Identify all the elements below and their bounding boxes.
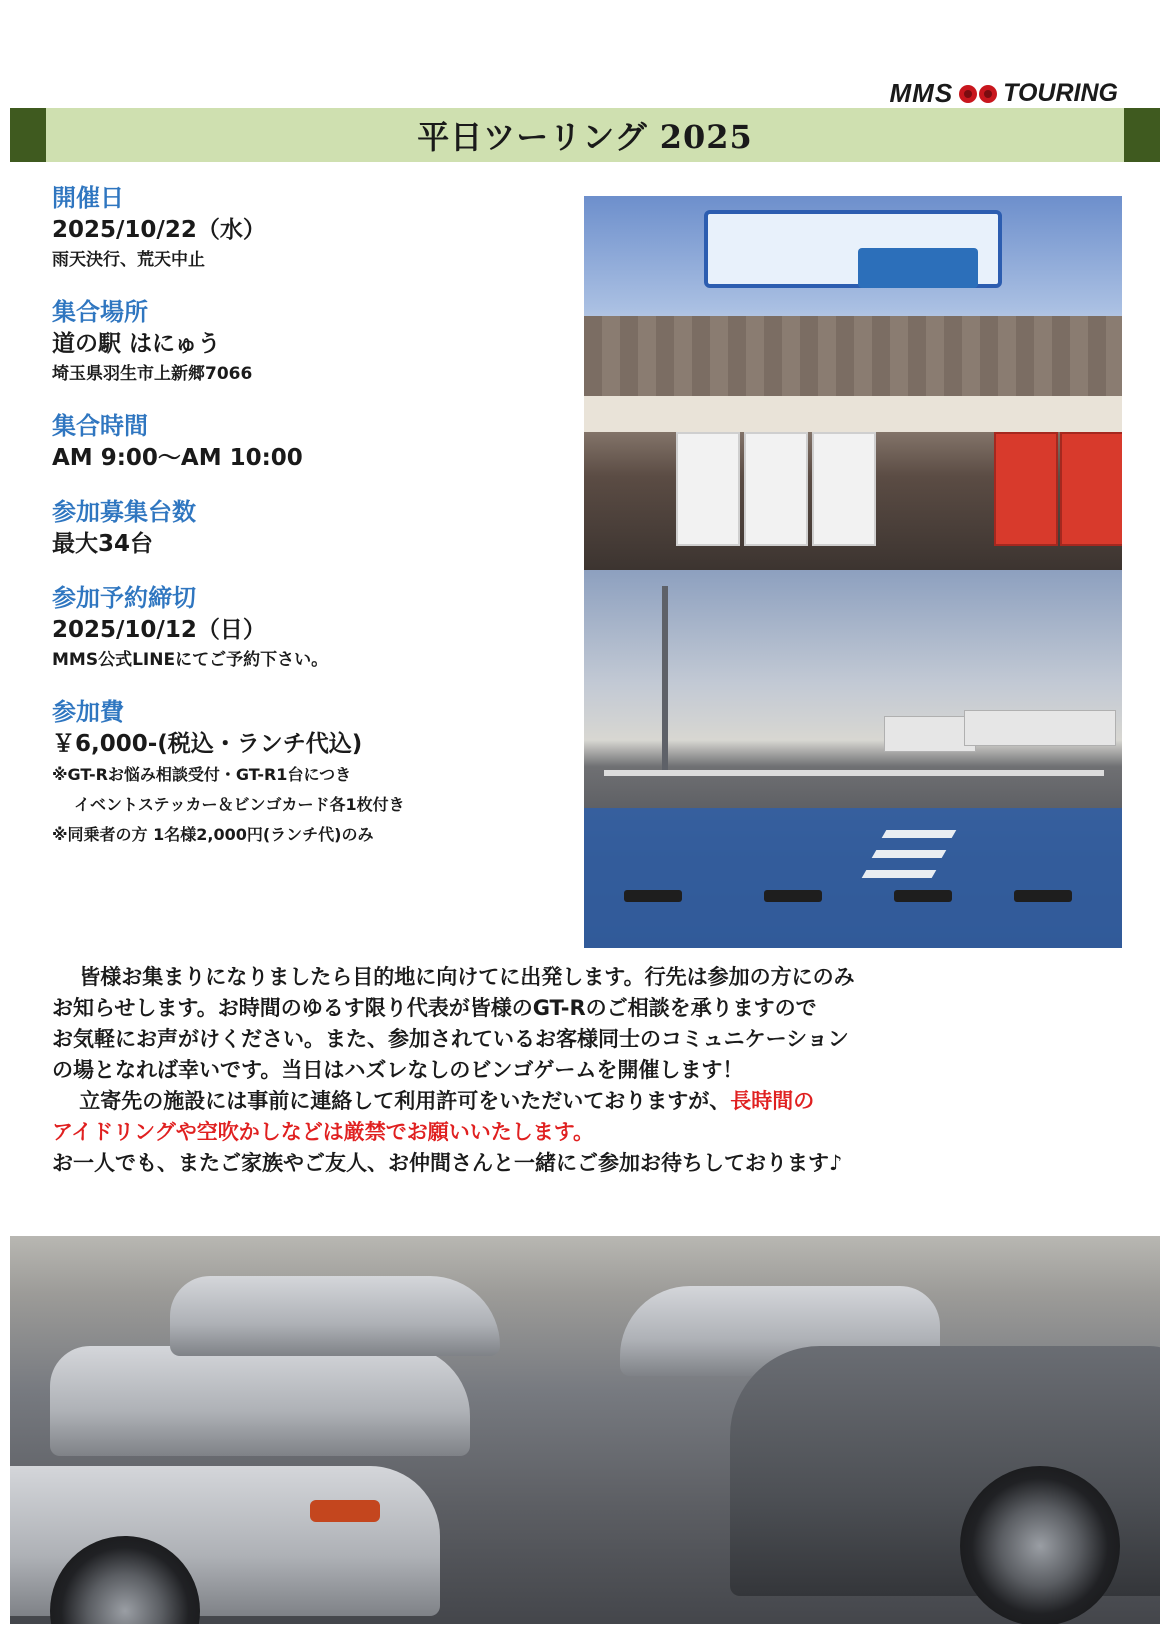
section-heading: 集合時間 bbox=[52, 412, 148, 440]
body-line: お気軽にお声がけください。また、参加されているお客様同士のコミュニケーション bbox=[52, 1027, 849, 1051]
station-sign-panel bbox=[858, 248, 978, 288]
logo-dot-icon bbox=[959, 85, 977, 103]
deadline-date: 2025/10/12（日） bbox=[52, 617, 266, 643]
body-text: 立寄先の施設には事前に連絡して利用許可をいただいておりますが、 bbox=[79, 1089, 731, 1113]
parked-truck bbox=[884, 716, 976, 752]
meeting-address: 埼玉県羽生市上新郷7066 bbox=[52, 364, 253, 384]
wheel-stop bbox=[894, 890, 952, 902]
fee-note: ※GT-Rお悩み相談受付・GT-R1台につき bbox=[52, 765, 352, 784]
body-line: お知らせします。お時間のゆるす限り代表が皆様のGT-Rのご相談を承りますので bbox=[52, 996, 817, 1020]
logo-brand: MMS bbox=[889, 78, 954, 108]
stripe-marking bbox=[882, 830, 957, 838]
section-heading: 開催日 bbox=[52, 184, 124, 212]
station-sign bbox=[704, 210, 1002, 288]
event-description bbox=[52, 962, 1122, 1179]
title-banner bbox=[10, 108, 1160, 162]
vending-machine bbox=[1060, 432, 1122, 546]
capacity-value: 最大34台 bbox=[52, 531, 154, 557]
warning-text: 長時間の bbox=[730, 1089, 815, 1113]
banner-cap-left bbox=[10, 108, 46, 162]
section-capacity bbox=[52, 496, 572, 560]
page-title: 平日ツーリング 2025 bbox=[417, 118, 753, 156]
parking-lot-photo bbox=[584, 570, 1122, 948]
section-deadline bbox=[52, 582, 572, 674]
vending-machine bbox=[812, 432, 876, 546]
station-awning bbox=[584, 396, 1122, 432]
section-time bbox=[52, 410, 572, 474]
station-photo bbox=[584, 196, 1122, 570]
section-date bbox=[52, 182, 572, 274]
vending-machine bbox=[676, 432, 740, 546]
body-line: の場となれば幸いです。当日はハズレなしのビンゴゲームを開催します！ bbox=[52, 1058, 744, 1082]
fee-note: イベントステッカー＆ビンゴカード各1枚付き bbox=[74, 795, 405, 814]
meeting-place: 道の駅 はにゅう bbox=[52, 331, 221, 357]
lane-marking bbox=[604, 770, 1104, 776]
warning-text: アイドリングや空吹かしなどは厳禁でお願いいたします。 bbox=[52, 1120, 595, 1144]
section-place bbox=[52, 296, 572, 388]
parking-pad bbox=[584, 808, 1122, 948]
logo-dots-icon bbox=[959, 85, 997, 103]
parked-truck bbox=[964, 710, 1116, 746]
cars-photo bbox=[10, 1236, 1160, 1624]
stripe-marking bbox=[862, 870, 937, 878]
vending-machine bbox=[744, 432, 808, 546]
section-heading: 参加費 bbox=[52, 698, 124, 726]
car-wheel bbox=[960, 1466, 1120, 1624]
car-lamp bbox=[310, 1500, 380, 1522]
event-date: 2025/10/22（水） bbox=[52, 217, 266, 243]
silver-car bbox=[50, 1346, 470, 1456]
weather-note: 雨天決行、荒天中止 bbox=[52, 250, 205, 270]
fee-value: ￥6,000-(税込・ランチ代込) bbox=[52, 731, 363, 757]
logo-dot-icon bbox=[979, 85, 997, 103]
meeting-time: AM 9:00〜AM 10:00 bbox=[52, 445, 303, 471]
lamp-post bbox=[662, 586, 668, 776]
stripe-marking bbox=[872, 850, 947, 858]
section-fee bbox=[52, 696, 572, 850]
brand-logo bbox=[890, 78, 1119, 109]
wheel-stop bbox=[624, 890, 682, 902]
banner-cap-right bbox=[1124, 108, 1160, 162]
vending-machine bbox=[994, 432, 1058, 546]
body-line: お一人でも、またご家族やご友人、お仲間さんと一緒にご参加お待ちしております♪ bbox=[52, 1151, 843, 1175]
silver-car bbox=[170, 1276, 500, 1356]
wheel-stop bbox=[1014, 890, 1072, 902]
section-heading: 参加予約締切 bbox=[52, 584, 196, 612]
fee-note: ※同乗者の方 1名様2,000円(ランチ代)のみ bbox=[52, 825, 374, 844]
section-heading: 参加募集台数 bbox=[52, 498, 196, 526]
body-line bbox=[52, 1086, 1122, 1117]
logo-suffix: TOURING bbox=[1003, 79, 1118, 107]
reservation-note: MMS公式LINEにてご予約下さい。 bbox=[52, 650, 329, 670]
wheel-stop bbox=[764, 890, 822, 902]
section-heading: 集合場所 bbox=[52, 298, 148, 326]
event-info bbox=[52, 182, 572, 872]
body-line: 皆様お集まりになりましたら目的地に向けてに出発します。行先は参加の方にのみ bbox=[79, 965, 855, 989]
